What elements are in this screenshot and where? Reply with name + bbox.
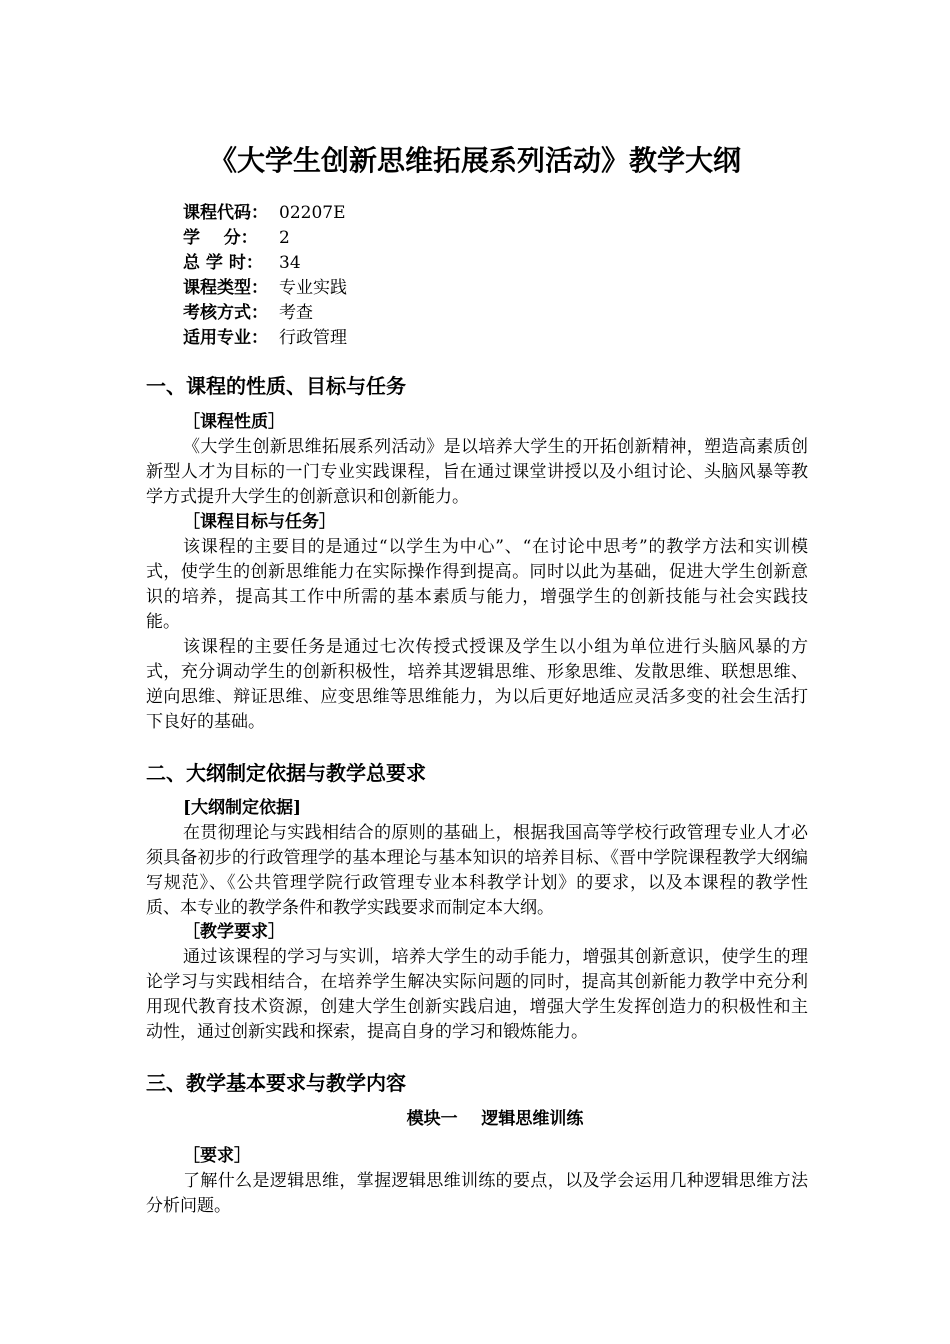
document-title: 《大学生创新思维拓展系列活动》教学大纲 [208,144,741,177]
subsection-label: ［课程目标与任务］ [183,512,336,532]
meta-course-type [183,276,347,301]
section-heading: 一、课程的性质、目标与任务 [146,374,406,398]
subsection-label: ［要求］ [183,1146,251,1166]
meta-key: 课程类型： [183,278,268,298]
paragraph: 该课程的主要目的是通过“以学生为中心”、“在讨论中思考”的教学方法和实训模式，使学生的创新思维能力在实际操作得到提高。同时以此为基础，促进大学生创新意识的培养，提高其工作中所需的基本素质与能力，增强学生的创新技能与社会实践技能。 [146,537,808,632]
paragraph: 了解什么是逻辑思维，掌握逻辑思维训练的要点，以及学会运用几种逻辑思维方法分析问题。 [146,1171,808,1216]
meta-key: 适用专业： [183,328,268,348]
meta-value: 考查 [279,303,313,323]
meta-value: 2 [279,228,290,248]
meta-assessment [183,301,347,326]
meta-major [183,326,347,351]
paragraph: 在贯彻理论与实践相结合的原则的基础上，根据我国高等学校行政管理专业人才必须具备初步的行政管理学的基本理论与基本知识的培养目标、《晋中学院课程教学大纲编写规范》、《公共管理学院行政管理专业本科教学计划》的要求，以及本课程的教学性质、本专业的教学条件和教学实践要求而制定本大纲。 [146,823,808,918]
course-meta [183,201,347,351]
paragraph: 《大学生创新思维拓展系列活动》是以培养大学生的开拓创新精神，塑造高素质创新型人才为目标的一门专业实践课程，旨在通过课堂讲授以及小组讨论、头脑风暴等教学方式提升大学生的创新意识和创新能力。 [146,437,808,507]
meta-key: 总 学 时： [183,253,263,273]
subsection-label: ［教学要求］ [183,922,285,942]
meta-key: 考核方式： [183,303,268,323]
meta-value: 02207E [279,203,346,223]
subsection-label: [大纲制定依据] [183,798,302,818]
section-heading: 二、大纲制定依据与教学总要求 [146,761,426,785]
module-title: 模块一 逻辑思维训练 [406,1109,584,1129]
section-heading: 三、教学基本要求与教学内容 [146,1071,406,1095]
meta-credits [183,226,347,251]
meta-key: 学 分： [183,228,258,248]
meta-value: 专业实践 [279,278,347,298]
subsection-label: ［课程性质］ [183,412,285,432]
meta-value: 34 [279,253,301,273]
paragraph: 该课程的主要任务是通过七次传授式授课及学生以小组为单位进行头脑风暴的方式，充分调动学生的创新积极性，培养其逻辑思维、形象思维、发散思维、联想思维、逆向思维、辩证思维、应变思维等思维能力，为以后更好地适应灵活多变的社会生活打下良好的基础。 [146,637,808,732]
meta-key: 课程代码： [183,203,268,223]
meta-hours [183,251,347,276]
paragraph: 通过该课程的学习与实训，培养大学生的动手能力，增强其创新意识，使学生的理论学习与实践相结合，在培养学生解决实际问题的同时，提高其创新能力教学中充分利用现代教育技术资源，创建大学生创新实践启迪，增强大学生发挥创造力的积极性和主动性，通过创新实践和探索，提高自身的学习和锻炼能力。 [146,947,808,1042]
meta-course-code [183,201,347,226]
meta-value: 行政管理 [279,328,347,348]
